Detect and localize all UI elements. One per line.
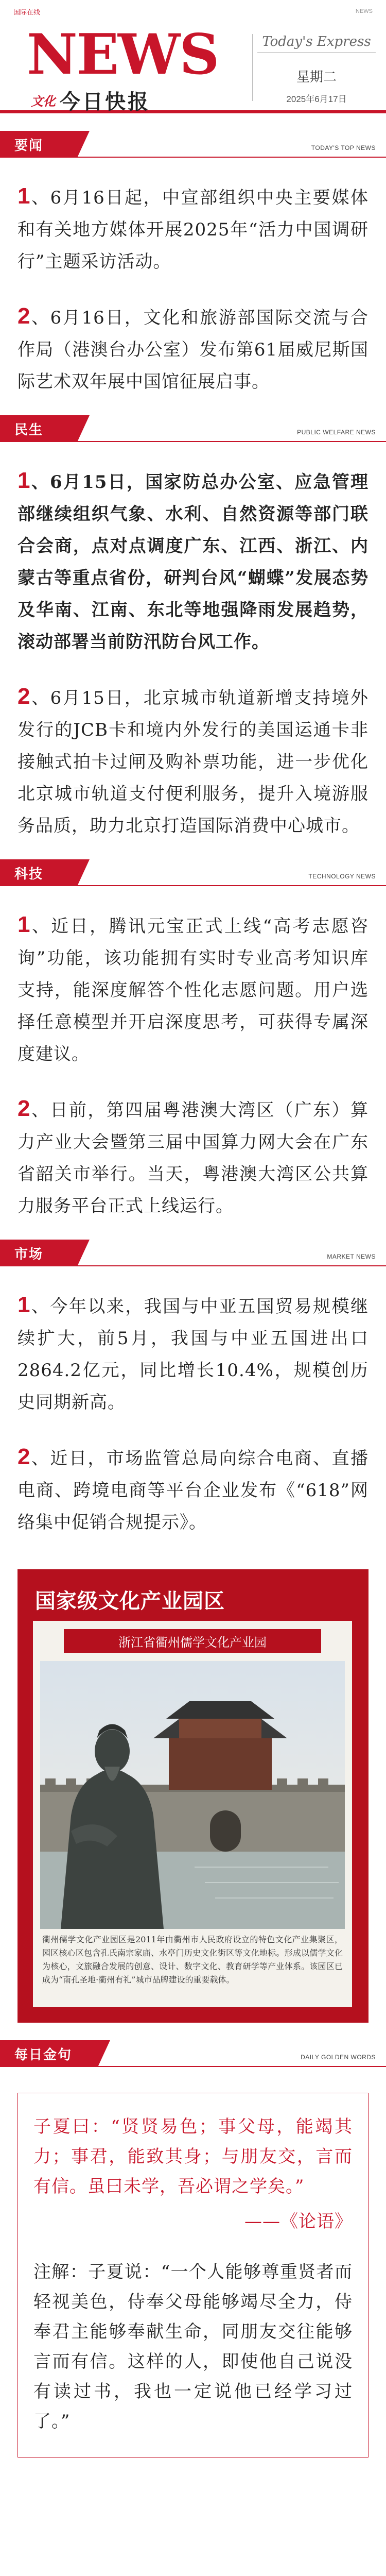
top-strip bbox=[0, 0, 386, 23]
sub-brand bbox=[31, 86, 150, 115]
quote-source: ——《论语》 bbox=[244, 2211, 353, 2232]
item-number: 2 bbox=[17, 1096, 31, 1121]
section-top-news bbox=[0, 129, 386, 398]
section-tab: 市场 bbox=[0, 1240, 77, 1266]
section-header bbox=[0, 413, 386, 442]
item-text: 、近日，市场监管总局向综合电商、直播电商、跨境电商等平台企业发布《“618”网络集中促销合规提示》。 bbox=[17, 1448, 369, 1533]
item-text: 、6月16日，文化和旅游部国际交流与合作局（港澳台办公室）发布第61届威尼斯国际艺术双年展中国馆征展启事。 bbox=[17, 308, 369, 392]
item-number: 1 bbox=[17, 183, 31, 209]
brand-name: 今日快报 bbox=[60, 90, 150, 114]
news-item bbox=[0, 300, 386, 398]
news-item bbox=[0, 465, 386, 658]
news-wordmark: NEWS bbox=[27, 22, 219, 87]
item-text: 、6月16日起，中宣部组织中央主要媒体和有关地方媒体开展2025年“活力中国调研行”主题采访活动。 bbox=[17, 188, 369, 272]
park-illustration bbox=[40, 1661, 345, 1929]
masthead bbox=[0, 22, 386, 114]
masthead-date-block bbox=[257, 34, 376, 105]
brand-logo: 文化 bbox=[31, 94, 56, 109]
news-item bbox=[0, 180, 386, 278]
quote-box bbox=[17, 2093, 369, 2458]
item-text: 、日前，第四届粤港澳大湾区（广东）算力产业大会暨第三届中国算力网大会在广东省韶关市举行。当天，粤港澳大湾区公共算力服务平台正式上线运行。 bbox=[17, 1100, 369, 1216]
issue-date: 2025年6月17日 bbox=[286, 94, 347, 104]
section-en-label: TODAY'S TOP NEWS bbox=[311, 144, 376, 151]
item-text: 、今年以来，我国与中亚五国贸易规模继续扩大，前5月，我国与中亚五国进出口2864.2亿元，同比增长10.4%，规模创历史同期新高。 bbox=[17, 1296, 369, 1413]
section-en-label: MARKET NEWS bbox=[327, 1253, 376, 1260]
item-number: 2 bbox=[17, 684, 31, 709]
item-number: 1 bbox=[17, 1292, 31, 1317]
news-item bbox=[0, 681, 386, 842]
section-public-welfare bbox=[0, 413, 386, 842]
section-en-label: DAILY GOLDEN WORDS bbox=[301, 2054, 376, 2061]
item-number: 2 bbox=[17, 1444, 31, 1469]
culture-park-card bbox=[17, 1569, 369, 2023]
park-photo bbox=[40, 1661, 345, 1929]
section-header bbox=[0, 857, 386, 886]
weekday: 星期二 bbox=[296, 70, 337, 85]
section-header bbox=[0, 129, 386, 158]
section-golden-words bbox=[0, 2038, 386, 2458]
item-number: 1 bbox=[17, 912, 31, 937]
top-strip-left: 国际在线 bbox=[13, 8, 41, 16]
news-item bbox=[0, 1093, 386, 1222]
section-tab: 每日金句 bbox=[0, 2040, 98, 2067]
section-technology bbox=[0, 857, 386, 1222]
section-header bbox=[0, 2038, 386, 2067]
section-header bbox=[0, 1238, 386, 1266]
park-description: 衢州儒学文化产业园区是2011年由衢州市人民政府设立的特色文化产业集聚区，园区核心区包含孔氏南宗家庙、水亭门历史文化街区等文化地标。形成以儒学文化为核心，文旅融合发展的创意、设计、数字文化、教育研学等产业体系。该园区已成为“南孔圣地·衢州有礼”城市品牌建设的重要载体。 bbox=[42, 1935, 343, 1985]
item-text: 、6月15日，国家防总办公室、应急管理部继续组织气象、水利、自然资源等部门联合会商，点对点调度广东、江西、浙江、内蒙古等重点省份，研判台风“蝴蝶”发展态势及华南、江南、东北等地强降雨发展趋势，滚动部署当前防汛防台风工作。 bbox=[17, 472, 369, 652]
section-market bbox=[0, 1238, 386, 1538]
quote-note: 注解：子夏说：“一个人能够尊重贤者而轻视美色，侍奉父母能够竭尽全力，侍奉君主能够奉献生命，同朋友交往能够言而有信。这样的人，即使他自己说没有读过书，我也一定说他已经学习过了。” bbox=[33, 2262, 353, 2432]
express-label: Today's Express bbox=[257, 34, 376, 53]
section-tab: 科技 bbox=[0, 859, 77, 886]
item-number: 1 bbox=[17, 468, 31, 493]
news-item bbox=[0, 909, 386, 1070]
news-item bbox=[0, 1441, 386, 1538]
top-strip-right: NEWS bbox=[356, 8, 373, 14]
section-en-label: PUBLIC WELFARE NEWS bbox=[297, 429, 376, 436]
park-inner-panel bbox=[33, 1621, 352, 2007]
item-number: 2 bbox=[17, 303, 31, 329]
section-tab: 民生 bbox=[0, 415, 77, 442]
park-title: 国家级文化产业园区 bbox=[35, 1589, 225, 1613]
section-tab: 要闻 bbox=[0, 131, 77, 158]
item-text: 、近日，腾讯元宝正式上线“高考志愿咨询”功能，该功能拥有实时专业高考知识库支持，能深度解答个性化志愿问题。用户选择任意模型并开启深度思考，可获得专属深度建议。 bbox=[17, 916, 369, 1064]
park-caption: 浙江省衢州儒学文化产业园 bbox=[64, 1629, 321, 1653]
masthead-divider bbox=[252, 34, 253, 101]
section-en-label: TECHNOLOGY NEWS bbox=[308, 873, 376, 880]
item-text: 、6月15日，北京城市轨道新增支持境外发行的JCB卡和境内外发行的美国运通卡非接触式拍卡过闸及购补票功能，进一步优化北京城市轨道支付便利服务，提升入境游服务品质，助力北京打造国际消费中心城市。 bbox=[17, 688, 369, 836]
quote-body: 子夏曰：“贤贤易色；事父母，能竭其力；事君，能致其身；与朋友交，言而有信。虽曰未学，吾必谓之学矣。” bbox=[33, 2116, 353, 2197]
news-item bbox=[0, 1289, 386, 1418]
